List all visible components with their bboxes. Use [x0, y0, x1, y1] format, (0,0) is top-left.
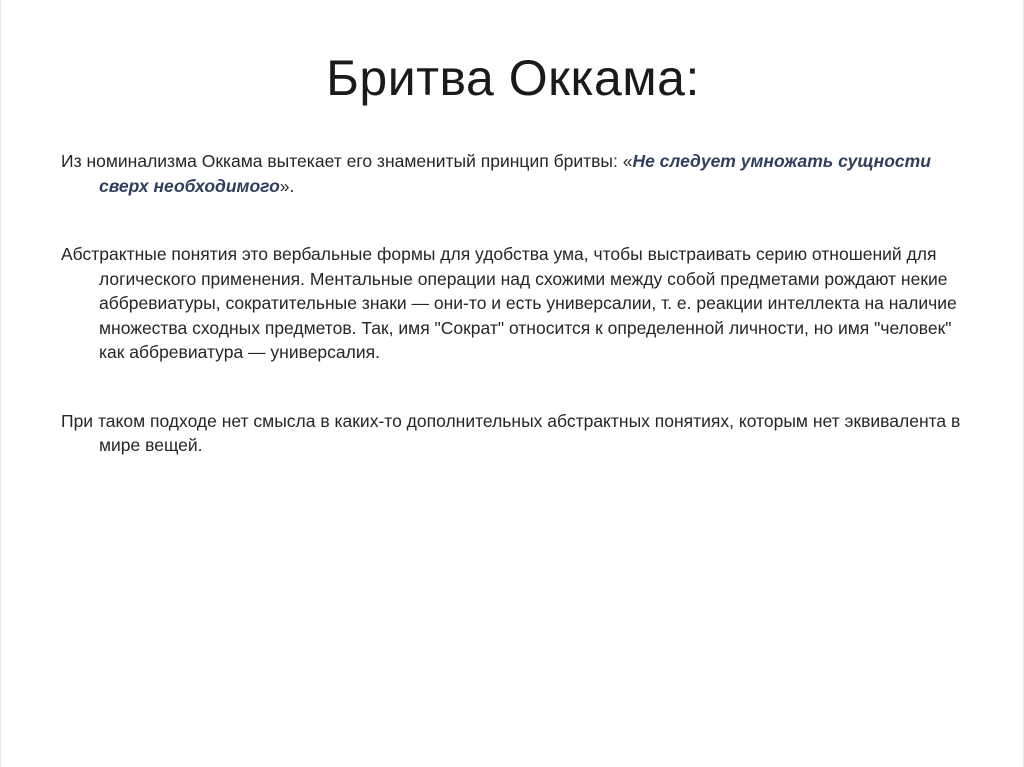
- paragraph-tail-text: ».: [279, 175, 295, 196]
- paragraph-ockham-principle: [61, 149, 961, 198]
- slide-title: Бритва Оккама:: [326, 50, 700, 106]
- paragraph-abstract-concepts: Абстрактные понятия это вербальные формы для удобства ума, чтобы выстраивать серию отношений для логического применения. Ментальные операции над схожими между собой предметами рождают некие аббревиатуры, сократительные знаки — они-то и есть универсалии, т. е. реакции интеллекта на наличие множества сходных предметов. Так, имя "Сократ" относится к определенной личности, но имя "человек" как аббревиатура — универсалия.: [61, 244, 957, 362]
- emphasized-quote: Не следует умножать сущности сверх необходимого: [99, 151, 931, 196]
- paragraph-conclusion: При таком подходе нет смысла в каких-то дополнительных абстрактных понятиях, которым нет эквивалента в мире вещей.: [61, 410, 961, 455]
- slide-body: [61, 149, 961, 458]
- paragraph-lead-text: Из номинализма Оккама вытекает его знаменитый принцип бритвы: «: [61, 151, 633, 171]
